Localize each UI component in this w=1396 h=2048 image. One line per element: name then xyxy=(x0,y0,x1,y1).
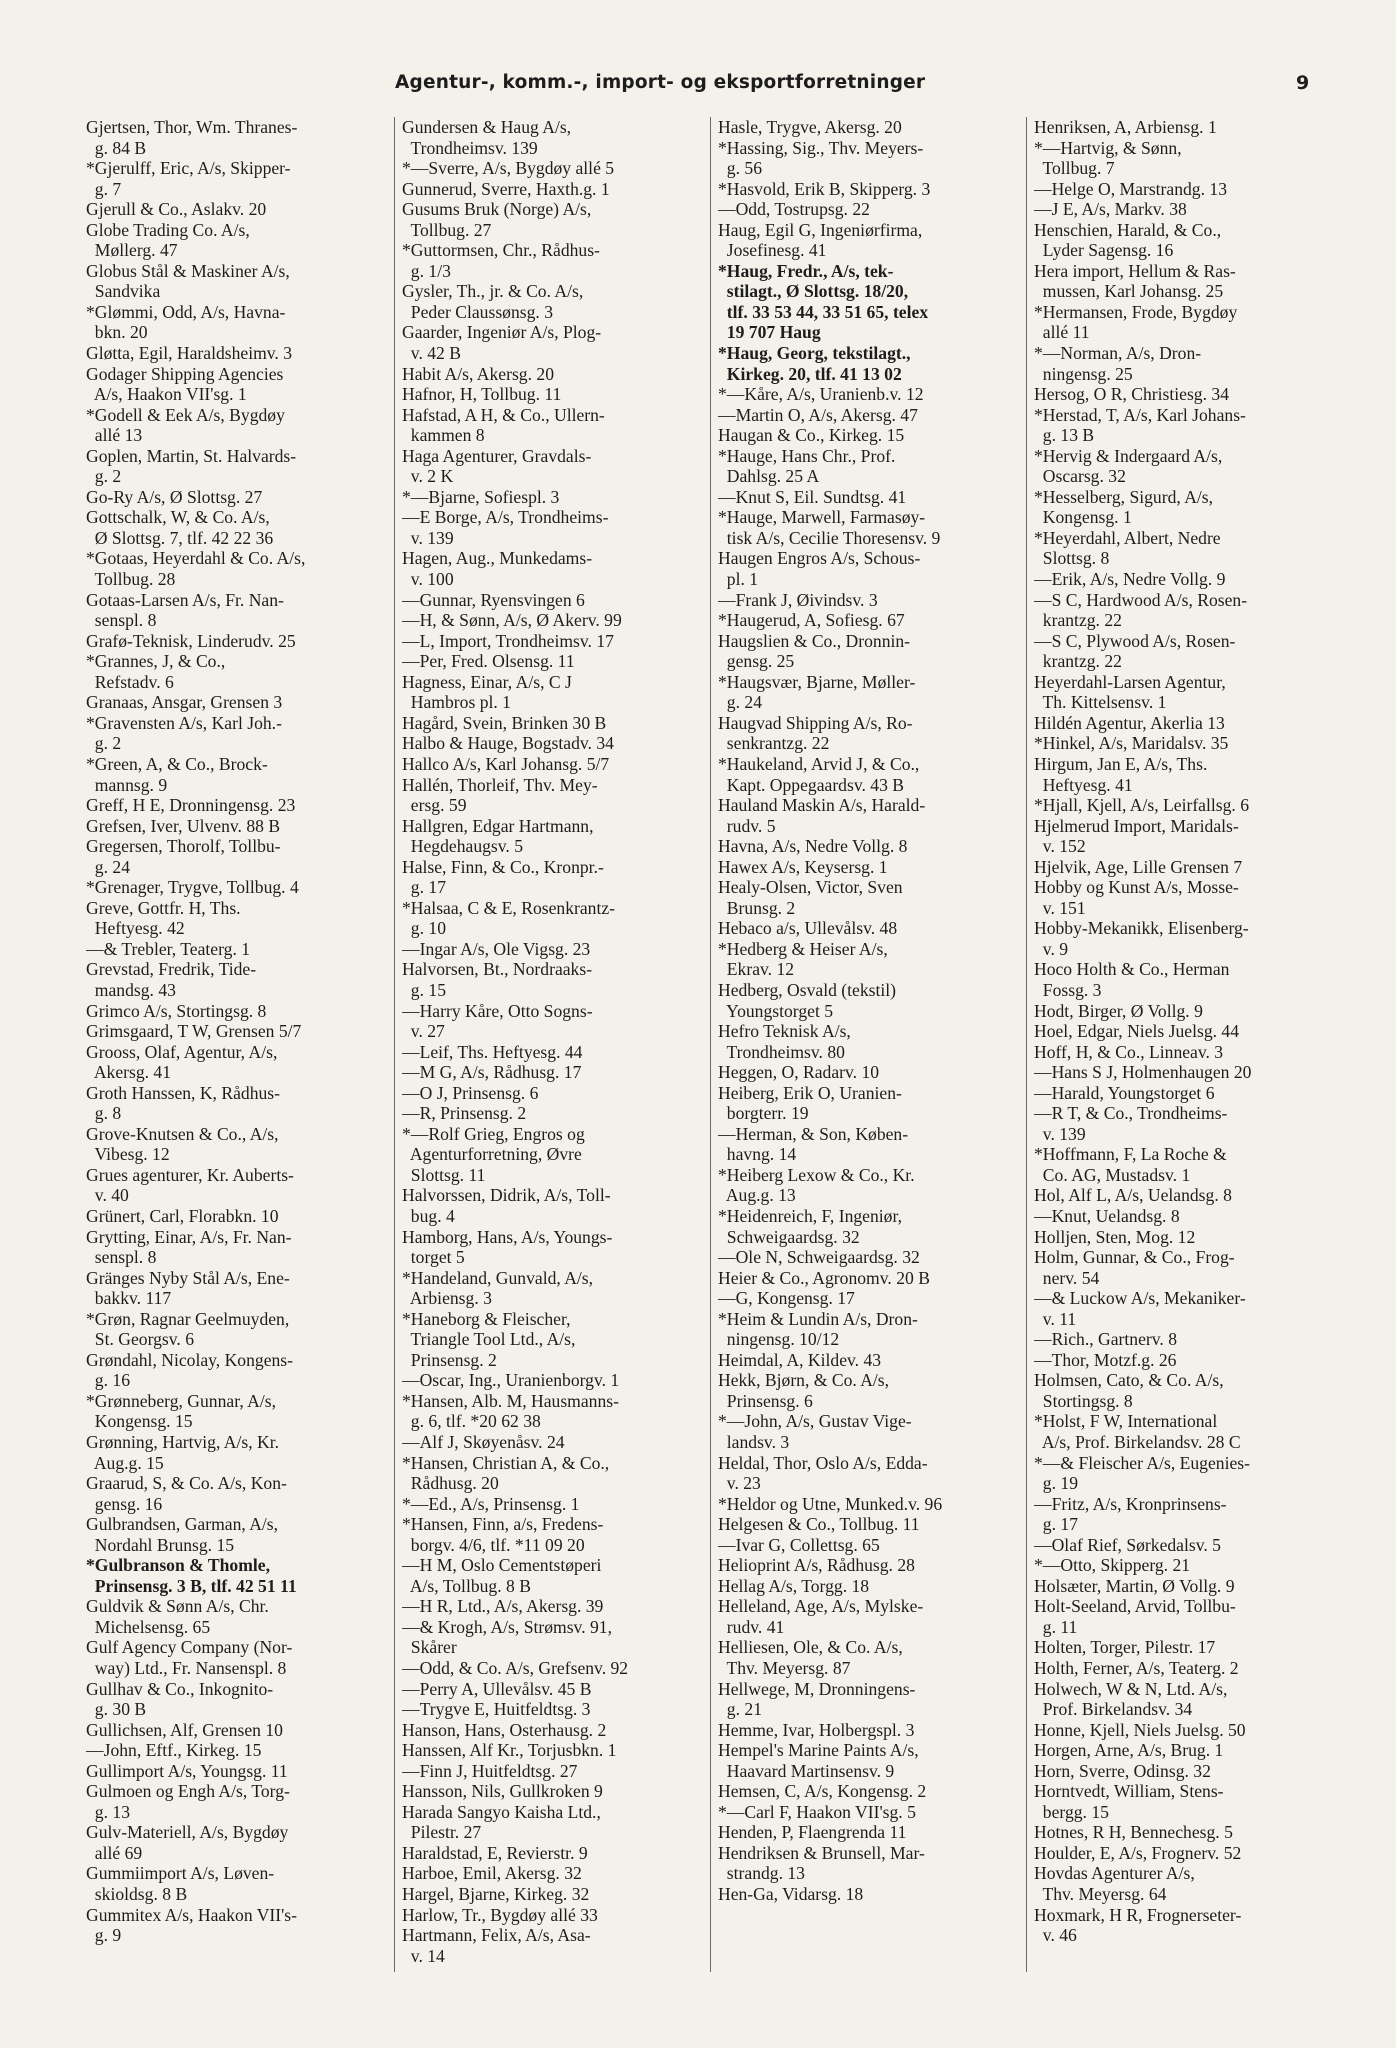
directory-entry: Hallco A/s, Karl Johansg. 5/7 xyxy=(402,753,610,774)
directory-entry: —Per, Fred. Olsensg. 11 xyxy=(402,651,575,672)
directory-entry: —Odd, & Co. A/s, Grefsenv. 92 xyxy=(402,1658,629,1679)
directory-entry: Grytting, Einar, A/s, Fr. Nan- senspl. 8 xyxy=(86,1226,292,1268)
directory-entry: Hagen, Aug., Munkedams- v. 100 xyxy=(402,548,593,590)
directory-entry: *Haneborg & Fleischer, Triangle Tool Ltd., A/s, Prinsensg. 2 xyxy=(402,1308,576,1370)
directory-entry: *—Rolf Grieg, Engros og Agenturforretning, Øvre Slottsg. 11 xyxy=(402,1123,585,1185)
directory-entry: Haugvad Shipping A/s, Ro- senkrantzg. 22 xyxy=(718,712,913,754)
directory-entry: —& Luckow A/s, Mekaniker- v. 11 xyxy=(1034,1288,1246,1329)
directory-entry: —Thor, Motzf.g. 26 xyxy=(1034,1349,1177,1370)
directory-entry: *Hinkel, A/s, Maridalsv. 35 xyxy=(1034,733,1229,754)
directory-entry: —S C, Plywood A/s, Rosen- krantzg. 22 xyxy=(1034,630,1236,672)
directory-entry: *Hedberg & Heiser A/s, Ekrav. 12 xyxy=(718,938,888,980)
directory-entry: Go-Ry A/s, Ø Slottsg. 27 xyxy=(86,486,263,507)
directory-entry: Holwech, W & N, Ltd. A/s, Prof. Birkelandsv. 34 xyxy=(1034,1678,1228,1720)
directory-entry: Halvorsen, Bt., Nordraaks- g. 15 xyxy=(402,959,593,1000)
directory-entry: —& Trebler, Teaterg. 1 xyxy=(86,938,251,959)
directory-entry: —H R, Ltd., A/s, Akersg. 39 xyxy=(402,1596,604,1617)
directory-entry: Grooss, Olaf, Agentur, A/s, Akersg. 41 xyxy=(86,1041,278,1083)
directory-entry: Globe Trading Co. A/s, Møllerg. 47 xyxy=(86,219,250,261)
directory-column-3 xyxy=(718,117,1018,1905)
directory-entry: *Haug, Georg, tekstilagt., Kirkeg. 20, tlf. 41 13 02 xyxy=(718,343,911,384)
directory-entry: Grevstad, Fredrik, Tide- mandsg. 43 xyxy=(86,959,257,1000)
directory-entry: *Grannes, J, & Co., Refstadv. 6 xyxy=(86,651,226,692)
directory-entry: Hansson, Nils, Gullkroken 9 xyxy=(402,1781,603,1802)
directory-entry: Gullichsen, Alf, Grensen 10 xyxy=(86,1719,283,1740)
directory-entry: —Oscar, Ing., Uranienborgv. 1 xyxy=(402,1370,620,1391)
directory-entry: —Rich., Gartnerv. 8 xyxy=(1034,1329,1177,1350)
directory-entry: *Guttormsen, Chr., Rådhus- g. 1/3 xyxy=(402,240,600,281)
directory-entry: —Harry Kåre, Otto Sogns- v. 27 xyxy=(402,1000,593,1042)
directory-entry: —R T, & Co., Trondheims- v. 139 xyxy=(1034,1103,1228,1144)
directory-entry: Helleland, Age, A/s, Mylske- rudv. 41 xyxy=(718,1596,924,1637)
directory-entry: —Knut S, Eil. Sundtsg. 41 xyxy=(718,486,907,507)
directory-entry: Haugen Engros A/s, Schous- pl. 1 xyxy=(718,548,921,590)
directory-entry: *—John, A/s, Gustav Vige- landsv. 3 xyxy=(718,1411,912,1452)
directory-entry: Gregersen, Thorolf, Tollbu- g. 24 xyxy=(86,836,281,877)
directory-entry: *Gjerulff, Eric, A/s, Skipper- g. 7 xyxy=(86,158,291,199)
directory-entry: Hildén Agentur, Akerlia 13 xyxy=(1034,712,1225,733)
directory-entry: Hallgren, Edgar Hartmann, Hegdehaugsv. 5 xyxy=(402,815,594,857)
directory-entry: Hargel, Bjarne, Kirkeg. 32 xyxy=(402,1884,590,1905)
directory-entry: —Harald, Youngstorget 6 xyxy=(1034,1082,1215,1103)
directory-entry: Grimsgaard, T W, Grensen 5/7 xyxy=(86,1021,302,1042)
directory-entry: *Godell & Eek A/s, Bygdøy allé 13 xyxy=(86,404,285,446)
directory-entry: Horntvedt, William, Stens- bergg. 15 xyxy=(1034,1781,1224,1822)
directory-entry: Hemsen, C, A/s, Kongensg. 2 xyxy=(718,1781,927,1802)
directory-entry: —G, Kongensg. 17 xyxy=(718,1288,855,1309)
directory-entry: Honne, Kjell, Niels Juelsg. 50 xyxy=(1034,1719,1246,1740)
directory-entry: Heier & Co., Agronomv. 20 B xyxy=(718,1267,930,1288)
directory-entry: Hebaco a/s, Ullevålsv. 48 xyxy=(718,918,898,939)
column-divider xyxy=(710,117,711,1972)
directory-column-4 xyxy=(1034,117,1334,1946)
directory-entry: Hemme, Ivar, Holbergspl. 3 xyxy=(718,1719,915,1740)
directory-entry: *Hauge, Marwell, Farmasøy- tisk A/s, Cecilie Thoresensv. 9 xyxy=(718,507,941,548)
directory-entry: Grøndahl, Nicolay, Kongens- g. 16 xyxy=(86,1349,294,1391)
directory-entry: —R, Prinsensg. 2 xyxy=(402,1103,527,1124)
directory-entry: —Frank J, Øivindsv. 3 xyxy=(718,589,878,610)
directory-entry: Hanson, Hans, Osterhausg. 2 xyxy=(402,1719,607,1740)
directory-entry: *—Sverre, A/s, Bygdøy allé 5 xyxy=(402,158,615,179)
directory-entry: Grimco A/s, Stortingsg. 8 xyxy=(86,1000,267,1021)
directory-entry: *Herstad, T, A/s, Karl Johans- g. 13 B xyxy=(1034,404,1246,446)
directory-entry: Gundersen & Haug A/s, Trondheimsv. 139 xyxy=(402,117,572,158)
directory-column-2 xyxy=(402,117,702,1966)
directory-entry: *Haugerud, A, Sofiesg. 67 xyxy=(718,610,905,631)
directory-entry: Hovdas Agenturer A/s, Thv. Meyersg. 64 xyxy=(1034,1863,1195,1905)
directory-entry: Haug, Egil G, Ingeniørfirma, Josefinesg. 41 xyxy=(718,219,923,261)
directory-entry: —Gunnar, Ryensvingen 6 xyxy=(402,589,585,610)
directory-entry: Holljen, Sten, Mog. 12 xyxy=(1034,1226,1196,1247)
directory-entry: —Odd, Tostrupsg. 22 xyxy=(718,199,870,220)
directory-entry: Graarud, S, & Co. A/s, Kon- gensg. 16 xyxy=(86,1473,287,1514)
directory-entry: *Haukeland, Arvid J, & Co., Kapt. Oppegaardsv. 43 B xyxy=(718,753,920,795)
directory-entry: —& Krogh, A/s, Strømsv. 91, Skårer xyxy=(402,1616,612,1658)
directory-entry: Gaarder, Ingeniør A/s, Plog- v. 42 B xyxy=(402,322,602,364)
directory-entry: *Grøn, Ragnar Geelmuyden, St. Georgsv. 6 xyxy=(86,1308,290,1350)
directory-entry: *—Hartvig, & Sønn, Tollbug. 7 xyxy=(1034,137,1182,179)
directory-entry: Heimdal, A, Kildev. 43 xyxy=(718,1349,882,1370)
directory-entry: Halvorssen, Didrik, A/s, Toll- bug. 4 xyxy=(402,1185,611,1226)
directory-entry: —Ivar G, Collettsg. 65 xyxy=(718,1534,880,1555)
directory-entry: *Hansen, Finn, a/s, Fredens- borgv. 4/6, tlf. *11 09 20 xyxy=(402,1514,604,1555)
directory-entry: Helliesen, Ole, & Co. A/s, Thv. Meyersg. 87 xyxy=(718,1637,903,1679)
directory-entry: —John, Eftf., Kirkeg. 15 xyxy=(86,1740,262,1761)
directory-entry: Holt-Seeland, Arvid, Tollbu- g. 11 xyxy=(1034,1596,1236,1637)
directory-entry: Grünert, Carl, Florabkn. 10 xyxy=(86,1205,279,1226)
directory-entry: —Alf J, Skøyenåsv. 24 xyxy=(402,1432,565,1452)
directory-entry: Heggen, O, Radarv. 10 xyxy=(718,1062,880,1083)
directory-entry: Hekk, Bjørn, & Co. A/s, Prinsensg. 6 xyxy=(718,1370,890,1411)
directory-entry: Grues agenturer, Kr. Auberts- v. 40 xyxy=(86,1164,294,1206)
directory-entry: Harlow, Tr., Bygdøy allé 33 xyxy=(402,1904,598,1925)
directory-entry: Harboe, Emil, Akersg. 32 xyxy=(402,1863,582,1884)
directory-entry: Holmsen, Cato, & Co. A/s, Stortingsg. 8 xyxy=(1034,1370,1224,1411)
directory-entry: Hefro Teknisk A/s, Trondheimsv. 80 xyxy=(718,1021,851,1062)
directory-entry: *Glømmi, Odd, A/s, Havna- bkn. 20 xyxy=(86,301,286,343)
directory-entry: Hobby og Kunst A/s, Mosse- v. 151 xyxy=(1034,877,1239,918)
directory-entry: Hen-Ga, Vidarsg. 18 xyxy=(718,1884,864,1905)
directory-entry: Houlder, E, A/s, Frognerv. 52 xyxy=(1034,1842,1242,1863)
directory-entry: Holsæter, Martin, Ø Vollg. 9 xyxy=(1034,1575,1235,1596)
directory-entry: Hawex A/s, Keysersg. 1 xyxy=(718,856,888,877)
directory-entry: —Knut, Uelandsg. 8 xyxy=(1034,1205,1180,1226)
directory-entry: *Hoffmann, F, La Roche & Co. AG, Mustadsv. 1 xyxy=(1034,1144,1227,1185)
directory-entry: Havna, A/s, Nedre Vollg. 8 xyxy=(718,836,908,857)
directory-entry: —Helge O, Marstrandg. 13 xyxy=(1034,178,1227,199)
directory-entry: *Holst, F W, International A/s, Prof. Birkelandsv. 28 C xyxy=(1034,1411,1241,1452)
directory-entry: Hartmann, Felix, A/s, Asa- v. 14 xyxy=(402,1925,591,1966)
directory-entry: —Perry A, Ullevålsv. 45 B xyxy=(402,1678,592,1699)
directory-entry: Halse, Finn, & Co., Kronpr.- g. 17 xyxy=(402,856,604,898)
directory-entry: Hamborg, Hans, A/s, Youngs- torget 5 xyxy=(402,1226,613,1268)
directory-entry: *Hjall, Kjell, A/s, Leirfallsg. 6 xyxy=(1034,795,1249,816)
directory-entry: *Heldor og Utne, Munked.v. 96 xyxy=(718,1493,943,1514)
directory-entry: *Gotaas, Heyerdahl & Co. A/s, Tollbug. 28 xyxy=(86,548,306,590)
directory-entry: —J E, A/s, Markv. 38 xyxy=(1034,199,1187,220)
directory-entry: Gusums Bruk (Norge) A/s, Tollbug. 27 xyxy=(402,199,592,240)
directory-entry: Heyerdahl-Larsen Agentur, Th. Kittelsensv. 1 xyxy=(1034,671,1226,713)
directory-entry: Hasle, Trygve, Akersg. 20 xyxy=(718,117,902,137)
directory-entry: —Martin O, A/s, Akersg. 47 xyxy=(718,404,918,425)
directory-entry: Hedberg, Osvald (tekstil) Youngstorget 5 xyxy=(718,979,897,1021)
directory-entry: —M G, A/s, Rådhusg. 17 xyxy=(402,1062,582,1083)
directory-entry: Gränges Nyby Stål A/s, Ene- bakkv. 117 xyxy=(86,1267,290,1309)
directory-entry: —Ingar A/s, Ole Vigsg. 23 xyxy=(402,938,591,959)
directory-entry: Hoff, H, & Co., Linneav. 3 xyxy=(1034,1041,1224,1062)
directory-entry: Grafø-Teknisk, Linderudv. 25 xyxy=(86,630,296,651)
directory-entry: Hjelmerud Import, Maridals- v. 152 xyxy=(1034,815,1239,857)
directory-entry: *Hauge, Hans Chr., Prof. Dahlsg. 25 A xyxy=(718,445,896,487)
directory-entry: *—Otto, Skipperg. 21 xyxy=(1034,1555,1191,1576)
directory-entry: *Heim & Lundin A/s, Dron- ningensg. 10/12 xyxy=(718,1308,918,1350)
directory-entry: Gjertsen, Thor, Wm. Thranes- g. 84 B xyxy=(86,117,298,158)
directory-entry: Hoxmark, H R, Frognerseter- v. 46 xyxy=(1034,1904,1242,1946)
directory-entry: Greff, H E, Dronningensg. 23 xyxy=(86,795,296,816)
directory-entry: Hempel's Marine Paints A/s, Haavard Martinsensv. 9 xyxy=(718,1740,919,1781)
directory-entry: Hobby-Mekanikk, Elisenberg- v. 9 xyxy=(1034,918,1249,959)
page-title: Agentur-, komm.-, import- og eksportforretninger xyxy=(395,72,926,93)
directory-entry: *—Bjarne, Sofiespl. 3 xyxy=(402,486,560,507)
directory-entry: Halbo & Hauge, Bogstadv. 34 xyxy=(402,733,614,754)
column-divider xyxy=(1026,117,1027,1972)
directory-entry: —Hans S J, Holmenhaugen 20 xyxy=(1034,1062,1252,1083)
directory-entry: *Haug, Fredr., A/s, tek- stilagt., Ø Slottsg. 18/20, tlf. 33 53 44, 33 51 65, telex 19 707 Haug xyxy=(718,260,929,343)
directory-entry: —L, Import, Trondheimsv. 17 xyxy=(402,630,614,651)
directory-entry: Greve, Gottfr. H, Ths. Heftyesg. 42 xyxy=(86,897,241,939)
directory-entry: Habit A/s, Akersg. 20 xyxy=(402,363,554,384)
directory-entry: —H, & Sønn, A/s, Ø Akerv. 99 xyxy=(402,610,622,631)
directory-entry: *—Kåre, A/s, Uranienb.v. 12 xyxy=(718,384,924,405)
directory-entry: Holth, Ferner, A/s, Teaterg. 2 xyxy=(1034,1658,1239,1679)
directory-entry: Guldvik & Sønn A/s, Chr. Michelsensg. 65 xyxy=(86,1596,269,1637)
directory-entry: *Halsaa, C & E, Rosenkrantz- g. 10 xyxy=(402,897,616,939)
directory-entry: —H M, Oslo Cementstøperi A/s, Tollbug. 8 B xyxy=(402,1555,602,1596)
directory-entry: *—Carl F, Haakon VII'sg. 5 xyxy=(718,1801,916,1822)
directory-entry: —Finn J, Huitfeldtsg. 27 xyxy=(402,1760,578,1781)
directory-column-1 xyxy=(86,117,386,1946)
directory-entry: *Hansen, Alb. M, Hausmanns- g. 6, tlf. *20 62 38 xyxy=(402,1390,619,1432)
directory-entry: Holten, Torger, Pilestr. 17 xyxy=(1034,1637,1216,1658)
directory-entry: Hellwege, M, Dronningens- g. 21 xyxy=(718,1678,916,1720)
directory-entry: —Olaf Rief, Sørkedalsv. 5 xyxy=(1034,1534,1221,1555)
directory-entry: Hagård, Svein, Brinken 30 B xyxy=(402,712,607,733)
directory-entry: *Gravensten A/s, Karl Joh.- g. 2 xyxy=(86,712,282,754)
directory-entry: Gjerull & Co., Aslakv. 20 xyxy=(86,199,267,220)
directory-entry: Gysler, Th., jr. & Co. A/s, Peder Claussønsg. 3 xyxy=(402,281,584,322)
directory-entry: Hafnor, H, Tollbug. 11 xyxy=(402,384,562,405)
directory-entry: —Leif, Ths. Heftyesg. 44 xyxy=(402,1041,583,1062)
directory-entry: Hjelvik, Age, Lille Grensen 7 xyxy=(1034,856,1243,877)
directory-entry: Healy-Olsen, Victor, Sven Brunsg. 2 xyxy=(718,877,903,918)
directory-entry: Haugan & Co., Kirkeg. 15 xyxy=(718,425,905,446)
directory-entry: Henden, P, Flaengrenda 11 xyxy=(718,1822,907,1843)
directory-entry: —Herman, & Son, Køben- havng. 14 xyxy=(718,1123,909,1165)
directory-entry: Grefsen, Iver, Ulvenv. 88 B xyxy=(86,815,281,836)
directory-entry: —Erik, A/s, Nedre Vollg. 9 xyxy=(1034,569,1226,590)
directory-entry: *—& Fleischer A/s, Eugenies- g. 19 xyxy=(1034,1452,1250,1494)
directory-entry: Gullhav & Co., Inkognito- g. 30 B xyxy=(86,1678,274,1720)
directory-entry: —Fritz, A/s, Kronprinsens- g. 17 xyxy=(1034,1493,1227,1535)
directory-entry: Hendriksen & Brunsell, Mar- strandg. 13 xyxy=(718,1842,925,1884)
directory-entry: Helgesen & Co., Tollbug. 11 xyxy=(718,1514,920,1535)
directory-entry: Gottschalk, W, & Co. A/s, Ø Slottsg. 7, tlf. 42 22 36 xyxy=(86,507,274,548)
directory-entry: Grønning, Hartvig, A/s, Kr. Aug.g. 15 xyxy=(86,1432,280,1473)
directory-entry: —O J, Prinsensg. 6 xyxy=(402,1082,539,1103)
directory-entry: *Grønneberg, Gunnar, A/s, Kongensg. 15 xyxy=(86,1390,277,1432)
directory-entry: Granaas, Ansgar, Grensen 3 xyxy=(86,692,283,713)
directory-entry: Hellag A/s, Torgg. 18 xyxy=(718,1575,870,1596)
directory-entry: Gulv-Materiell, A/s, Bygdøy allé 69 xyxy=(86,1822,289,1863)
directory-entry: Gulbrandsen, Garman, A/s, Nordahl Brunsg. 15 xyxy=(86,1514,279,1555)
directory-entry: Gløtta, Egil, Haraldsheimv. 3 xyxy=(86,343,293,364)
directory-entry: Gulf Agency Company (Nor- way) Ltd., Fr. Nansenspl. 8 xyxy=(86,1637,293,1679)
directory-entry: *Hesselberg, Sigurd, A/s, Kongensg. 1 xyxy=(1034,486,1214,528)
directory-entry: Globus Stål & Maskiner A/s, Sandvika xyxy=(86,260,290,302)
directory-entry: *Green, A, & Co., Brock- mannsg. 9 xyxy=(86,753,268,795)
directory-entry: Hera import, Hellum & Ras- mussen, Karl Johansg. 25 xyxy=(1034,260,1236,302)
directory-entry: Heiberg, Erik O, Uranien- borgterr. 19 xyxy=(718,1082,902,1124)
directory-entry: —Ole N, Schweigaardsg. 32 xyxy=(718,1247,920,1268)
page-header xyxy=(0,72,1396,102)
directory-entry: Haga Agenturer, Gravdals- v. 2 K xyxy=(402,445,592,487)
directory-entry: Hodt, Birger, Ø Vollg. 9 xyxy=(1034,1000,1203,1021)
directory-entry: Holm, Gunnar, & Co., Frog- nerv. 54 xyxy=(1034,1247,1235,1288)
page-number: 9 xyxy=(1296,72,1310,94)
column-divider xyxy=(394,117,395,1972)
directory-entry: Gunnerud, Sverre, Haxth.g. 1 xyxy=(402,178,610,199)
directory-entry: Hagness, Einar, A/s, C J Hambros pl. 1 xyxy=(402,671,572,713)
directory-entry: Haugslien & Co., Dronnin- gensg. 25 xyxy=(718,630,911,672)
directory-entry: Horgen, Arne, A/s, Brug. 1 xyxy=(1034,1740,1224,1761)
directory-entry: Hallén, Thorleif, Thv. Mey- ersg. 59 xyxy=(402,774,598,816)
directory-entry: Gummitex A/s, Haakon VII's- g. 9 xyxy=(86,1904,298,1946)
directory-entry: Henriksen, A, Arbiensg. 1 xyxy=(1034,117,1217,137)
directory-entry: Henschien, Harald, & Co., Lyder Sagensg. 16 xyxy=(1034,219,1222,261)
directory-entry: *Hassing, Sig., Thv. Meyers- g. 56 xyxy=(718,137,924,179)
directory-entry: *Heiberg Lexow & Co., Kr. Aug.g. 13 xyxy=(718,1164,915,1206)
directory-entry: Grove-Knutsen & Co., A/s, Vibesg. 12 xyxy=(86,1123,279,1165)
directory-entry: *Gulbranson & Thomle, Prinsensg. 3 B, tlf. 42 51 11 xyxy=(86,1555,297,1596)
directory-entry: Heldal, Thor, Oslo A/s, Edda- v. 23 xyxy=(718,1452,928,1494)
directory-entry: Hanssen, Alf Kr., Torjusbkn. 1 xyxy=(402,1740,617,1761)
directory-entry: Hol, Alf L, A/s, Uelandsg. 8 xyxy=(1034,1185,1232,1206)
directory-entry: *—Ed., A/s, Prinsensg. 1 xyxy=(402,1493,580,1514)
directory-entry: *Hasvold, Erik B, Skipperg. 3 xyxy=(718,178,931,199)
directory-entry: Hoco Holth & Co., Herman Fossg. 3 xyxy=(1034,959,1230,1000)
directory-entry: —S C, Hardwood A/s, Rosen- krantzg. 22 xyxy=(1034,589,1248,631)
directory-entry: Hotnes, R H, Bennechesg. 5 xyxy=(1034,1822,1233,1843)
directory-entry: —E Borge, A/s, Trondheims- v. 139 xyxy=(402,507,609,548)
directory-entry: Godager Shipping Agencies A/s, Haakon VII'sg. 1 xyxy=(86,363,284,405)
directory-entry: *Handeland, Gunvald, A/s, Arbiensg. 3 xyxy=(402,1267,594,1309)
directory-entry: *Hervig & Indergaard A/s, Oscarsg. 32 xyxy=(1034,445,1223,487)
directory-entry: Gullimport A/s, Youngsg. 11 xyxy=(86,1760,288,1781)
directory-entry: *Grenager, Trygve, Tollbug. 4 xyxy=(86,877,299,898)
directory-entry: Gotaas-Larsen A/s, Fr. Nan- senspl. 8 xyxy=(86,589,284,631)
directory-entry: Hirgum, Jan E, A/s, Ths. Heftyesg. 41 xyxy=(1034,753,1208,795)
directory-entry: Hauland Maskin A/s, Harald- rudv. 5 xyxy=(718,795,926,836)
directory-entry: Goplen, Martin, St. Halvards- g. 2 xyxy=(86,445,297,487)
directory-entry: Gulmoen og Engh A/s, Torg- g. 13 xyxy=(86,1781,290,1822)
directory-entry: Helioprint A/s, Rådhusg. 28 xyxy=(718,1555,915,1576)
directory-entry: *Heidenreich, F, Ingeniør, Schweigaardsg. 32 xyxy=(718,1205,903,1247)
directory-entry: *Hermansen, Frode, Bygdøy allé 11 xyxy=(1034,301,1238,343)
directory-entry: *—Norman, A/s, Dron- ningensg. 25 xyxy=(1034,343,1202,384)
directory-entry: *Haugsvær, Bjarne, Møller- g. 24 xyxy=(718,671,916,713)
directory-entry: *Hansen, Christian A, & Co., Rådhusg. 20 xyxy=(402,1452,610,1494)
directory-entry: —Trygve E, Huitfeldtsg. 3 xyxy=(402,1699,591,1720)
directory-entry: Gummiimport A/s, Løven- skioldsg. 8 B xyxy=(86,1863,275,1905)
directory-entry: Harada Sangyo Kaisha Ltd., Pilestr. 27 xyxy=(402,1801,601,1843)
directory-entry: Groth Hanssen, K, Rådhus- g. 8 xyxy=(86,1082,280,1124)
directory-entry: Haraldstad, E, Revierstr. 9 xyxy=(402,1842,588,1863)
directory-entry: *Heyerdahl, Albert, Nedre Slottsg. 8 xyxy=(1034,527,1221,569)
directory-entry: Hafstad, A H, & Co., Ullern- kammen 8 xyxy=(402,404,605,446)
directory-entry: Hersog, O R, Christiesg. 34 xyxy=(1034,384,1229,405)
directory-entry: Hoel, Edgar, Niels Juelsg. 44 xyxy=(1034,1021,1240,1042)
directory-entry: Horn, Sverre, Odinsg. 32 xyxy=(1034,1760,1211,1781)
